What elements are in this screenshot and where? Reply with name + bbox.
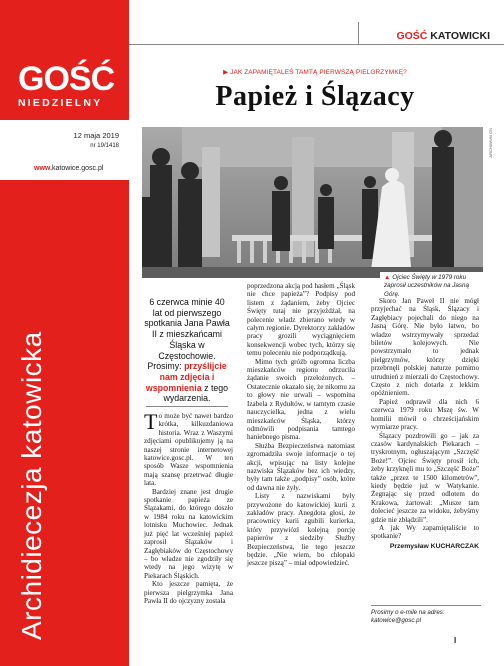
edition-brand: GOŚĆ xyxy=(396,30,428,42)
text-column-1 xyxy=(144,409,233,605)
logo-gosc: GOŚĆ xyxy=(18,60,115,98)
caption-text: Ojciec Święty w 1979 roku zaprosił uczestników na Jasną Górę. xyxy=(384,274,470,298)
kicker xyxy=(140,68,490,76)
lead-rule xyxy=(146,406,228,407)
photo-image xyxy=(142,127,483,278)
paragraph: Ślązacy pozdrowili go – jak za czasów kardynalskich Piekarach – tryskrotnym, ogłuszającym „Szczęść Boże!”. Ojciec Święty prosił ich, żeby krzyknęli mu to „Szczęść Boże” także „przez te 1500 kilometrów”, kiedy będzie już w Watykanie. Żegnając się przed odlotem do Krakowa, żartował: „Musze tam dolecieć jeszcze za widoku, żebyśmy gdzie nie zbłądzili”. xyxy=(371,431,479,524)
paragraph: Papież odprawił dla nich 6 czerwca 1979 roku Mszę św. W homilii mówił o chrześcijańskim wymiarze pracy. xyxy=(371,397,479,432)
issue-date: 12 maja 2019 xyxy=(73,131,119,140)
kicker-text: JAK ZAPAMIĘTALEŚ TAMTĄ PIERWSZĄ PIELGRZYMKĘ? xyxy=(230,69,407,76)
paragraph: Bardziej znane jest drugie spotkanie papieża ze Ślązakami, do którego doszło w 1984 roku na katowickim lotnisku Muchowiec. Jednak już pięć lat wcześniej papież zaprosił Ślązaków i Zagłębiaków do Częstochowy – bo władze nie zgodziły się wtedy na jego wizytę w Piekarach Śląskich. xyxy=(144,487,233,580)
text-column-2 xyxy=(247,282,355,568)
paragraph xyxy=(144,409,233,488)
contact-box xyxy=(371,605,481,626)
paragraph: poprzedzona akcją pod hasłem „Śląsk nie chce papieża”? Podpisy pod listem z żądaniem, żeby Ojciec Święty tutaj nie przyjeżdżał, na polecenie władz zbierano wtedy w całym regionie. Dyrektorzy zakładów pracy grozili wyciągnięciem konsekwencji wobec tych, którzy się temu poleceniu nie podporządkują. xyxy=(247,282,355,358)
dropcap: T xyxy=(144,409,158,434)
author-signature: Przemysław KUCHARCZAK xyxy=(389,542,479,550)
caption-triangle-icon: ▲ xyxy=(384,274,391,281)
lead-post: z tego wydarzenia. xyxy=(163,382,229,404)
paragraph: A jak Wy zapamiętaliście to spotkanie? xyxy=(371,523,479,541)
diocese-label: Archidiecezja katowicka xyxy=(16,331,47,640)
edition-divider xyxy=(358,22,359,44)
paragraph: Listy z nazwiskami były przywożone do katowickiej kurii z zakładów pracy. Anegdota głosi, że pracownicy kurii zgubili kurierka, który przywiózł kolejną porcję papierów z siedziby Służby Bezpieczeństwa, lie tego jeszcze będzie. „Nie wiem, bo chłopaki jeszcze piszą” – miał odpowiedzieć. xyxy=(247,492,355,568)
contact-email[interactable]: katowice@gosc.pl xyxy=(371,617,421,625)
lead-pre: 6 czerwca minie 40 lat od pierwszego spotkania Jana Pawła II z mieszkańcami Śląska w Częstochowie. Prosimy: xyxy=(144,297,230,372)
edition-label xyxy=(396,30,490,42)
header-rule xyxy=(129,44,504,45)
paragraph: Skoro Jan Paweł II nie mógł przyjechać na Śląsk, Ślązacy i Zagłębiacy pojechali do niego na Jasną Górę. Nie było łatwo, bo władze wstrzymywały sprzedaż biletów kolejowych. Nie powstrzymało to jednak pielgrzymów, którzy dzięki przebrnęli polskiej naturze pomimo utrudnień z mierzali do Częstochowy. Często z nich dotarła z lekkim opóźnieniem. xyxy=(371,297,479,398)
edition-region: KATOWICKI xyxy=(430,30,490,42)
logo-niedzielny: NIEDZIELNY xyxy=(18,97,103,109)
sidebar xyxy=(0,0,129,666)
paragraph: Mimo tych gróźb ogromna liczba mieszkańców regionu odrzuciła żądanie swoich przełożonych. – Ostatecznie okazało się, że nikomu za to głowy nie urwali – wspomina Izabela z Rydułtów, w tamtym czasie nauczycielka, jedna z wielu mieszkańców Śląska, którzy odmówili podpisania tamtego haniebnego pisma. xyxy=(247,357,355,442)
kicker-arrow-icon: ▶ xyxy=(223,69,231,76)
article-photo xyxy=(142,127,483,278)
paragraph: Służba Bezpieczeństwa natomiast zgromadziła swoje informacje o tej akcji, wpisując na listy kolejne nazwiska Ślązaków bez ich wiedzy, były tam także „podpisy” osób, które od dawna nie żyły. xyxy=(247,441,355,492)
paragraph: Kto jeszcze pamięta, że pierwsza pielgrzymka Jana Pawła II do ojczyzny została xyxy=(144,580,233,605)
text-column-3 xyxy=(371,297,479,551)
article-lead xyxy=(144,297,230,404)
site-link[interactable] xyxy=(34,165,103,172)
site-url: katowice.gosc.pl xyxy=(52,165,104,172)
issue-number: nr 19/1418 xyxy=(90,143,119,149)
page-number: I xyxy=(454,636,457,645)
photo-credit: ARCHIWUM GN xyxy=(488,128,493,158)
contact-line: Prosimy o e-mile na adres: xyxy=(371,609,445,616)
article-title: Papież i Ślązacy xyxy=(215,81,415,112)
site-prefix: www. xyxy=(34,165,53,172)
paragraph-text: o może być nawet bardzo krótka, kilkuzdaniowa historia. Wraz z Waszymi zdjęciami opublikujemy ją na naszej stronie internetowej katowice.gosc.pl. W ten sposób Wasze wspomnienia mają szansę przetrwać długie lata. xyxy=(144,412,233,488)
lead-bold: przyślijcie nam zdjęcia i wspomnienia xyxy=(145,361,227,393)
